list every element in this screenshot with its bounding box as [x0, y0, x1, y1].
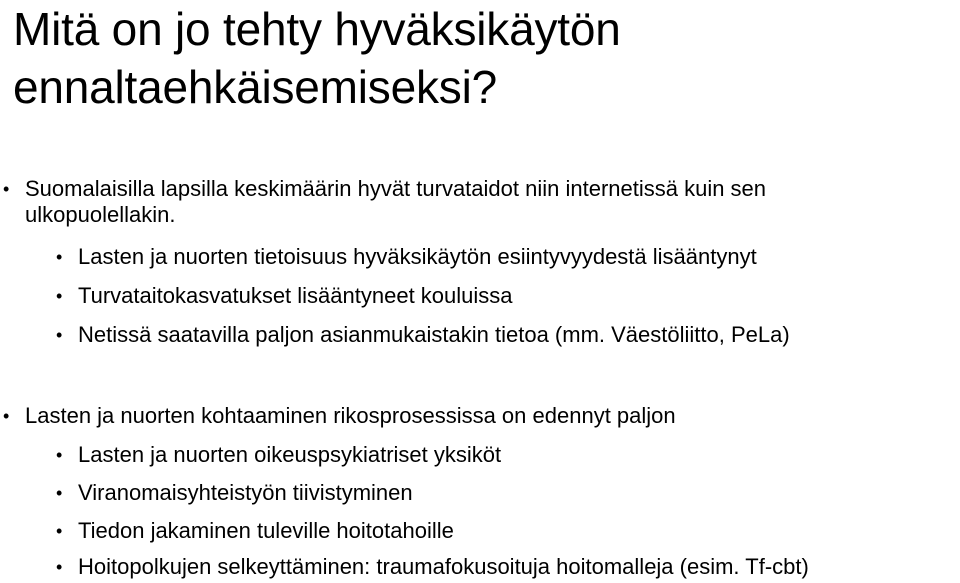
bullet-icon: • — [56, 247, 63, 267]
bullet-icon: • — [3, 179, 10, 199]
slide-title — [13, 0, 953, 116]
sub-bullet-item-2-3 — [56, 518, 454, 544]
bullet-text: Tiedon jakaminen tuleville hoitotahoille — [78, 518, 454, 543]
bullet-icon: • — [56, 445, 63, 465]
bullet-text: Hoitopolkujen selkeyttäminen: traumafokusoituja hoitomalleja (esim. Tf-cbt) — [78, 554, 809, 579]
sub-bullet-item-2-1 — [56, 442, 502, 468]
bullet-icon: • — [56, 483, 63, 503]
slide-title-line-2: ennaltaehkäisemiseksi? — [13, 61, 497, 113]
bullet-item-1 — [3, 176, 905, 228]
bullet-text: Viranomaisyhteistyön tiivistyminen — [78, 480, 413, 505]
bullet-text: Netissä saatavilla paljon asianmukaistakin tietoa (mm. Väestöliitto, PeLa) — [78, 322, 790, 347]
sub-bullet-item-1-2 — [56, 283, 513, 309]
sub-bullet-item-1-3 — [56, 322, 790, 348]
slide-title-line-1: Mitä on jo tehty hyväksikäytön — [13, 3, 621, 55]
sub-bullet-item-2-4 — [56, 554, 809, 580]
bullet-icon: • — [56, 325, 63, 345]
bullet-text: Suomalaisilla lapsilla keskimäärin hyvät turvataidot niin internetissä kuin sen ulkopuolellakin. — [25, 176, 767, 227]
bullet-text: Turvataitokasvatukset lisääntyneet kouluissa — [78, 283, 513, 308]
bullet-text: Lasten ja nuorten kohtaaminen rikosprosessissa on edennyt paljon — [25, 403, 676, 428]
bullet-icon: • — [56, 557, 63, 577]
sub-bullet-item-1-1 — [56, 244, 757, 270]
bullet-text: Lasten ja nuorten tietoisuus hyväksikäytön esiintyvyydestä lisääntynyt — [78, 244, 757, 269]
bullet-icon: • — [56, 521, 63, 541]
bullet-item-2 — [3, 403, 676, 429]
bullet-icon: • — [56, 286, 63, 306]
bullet-icon: • — [3, 406, 10, 426]
bullet-text: Lasten ja nuorten oikeuspsykiatriset yksiköt — [78, 442, 502, 467]
sub-bullet-item-2-2 — [56, 480, 413, 506]
